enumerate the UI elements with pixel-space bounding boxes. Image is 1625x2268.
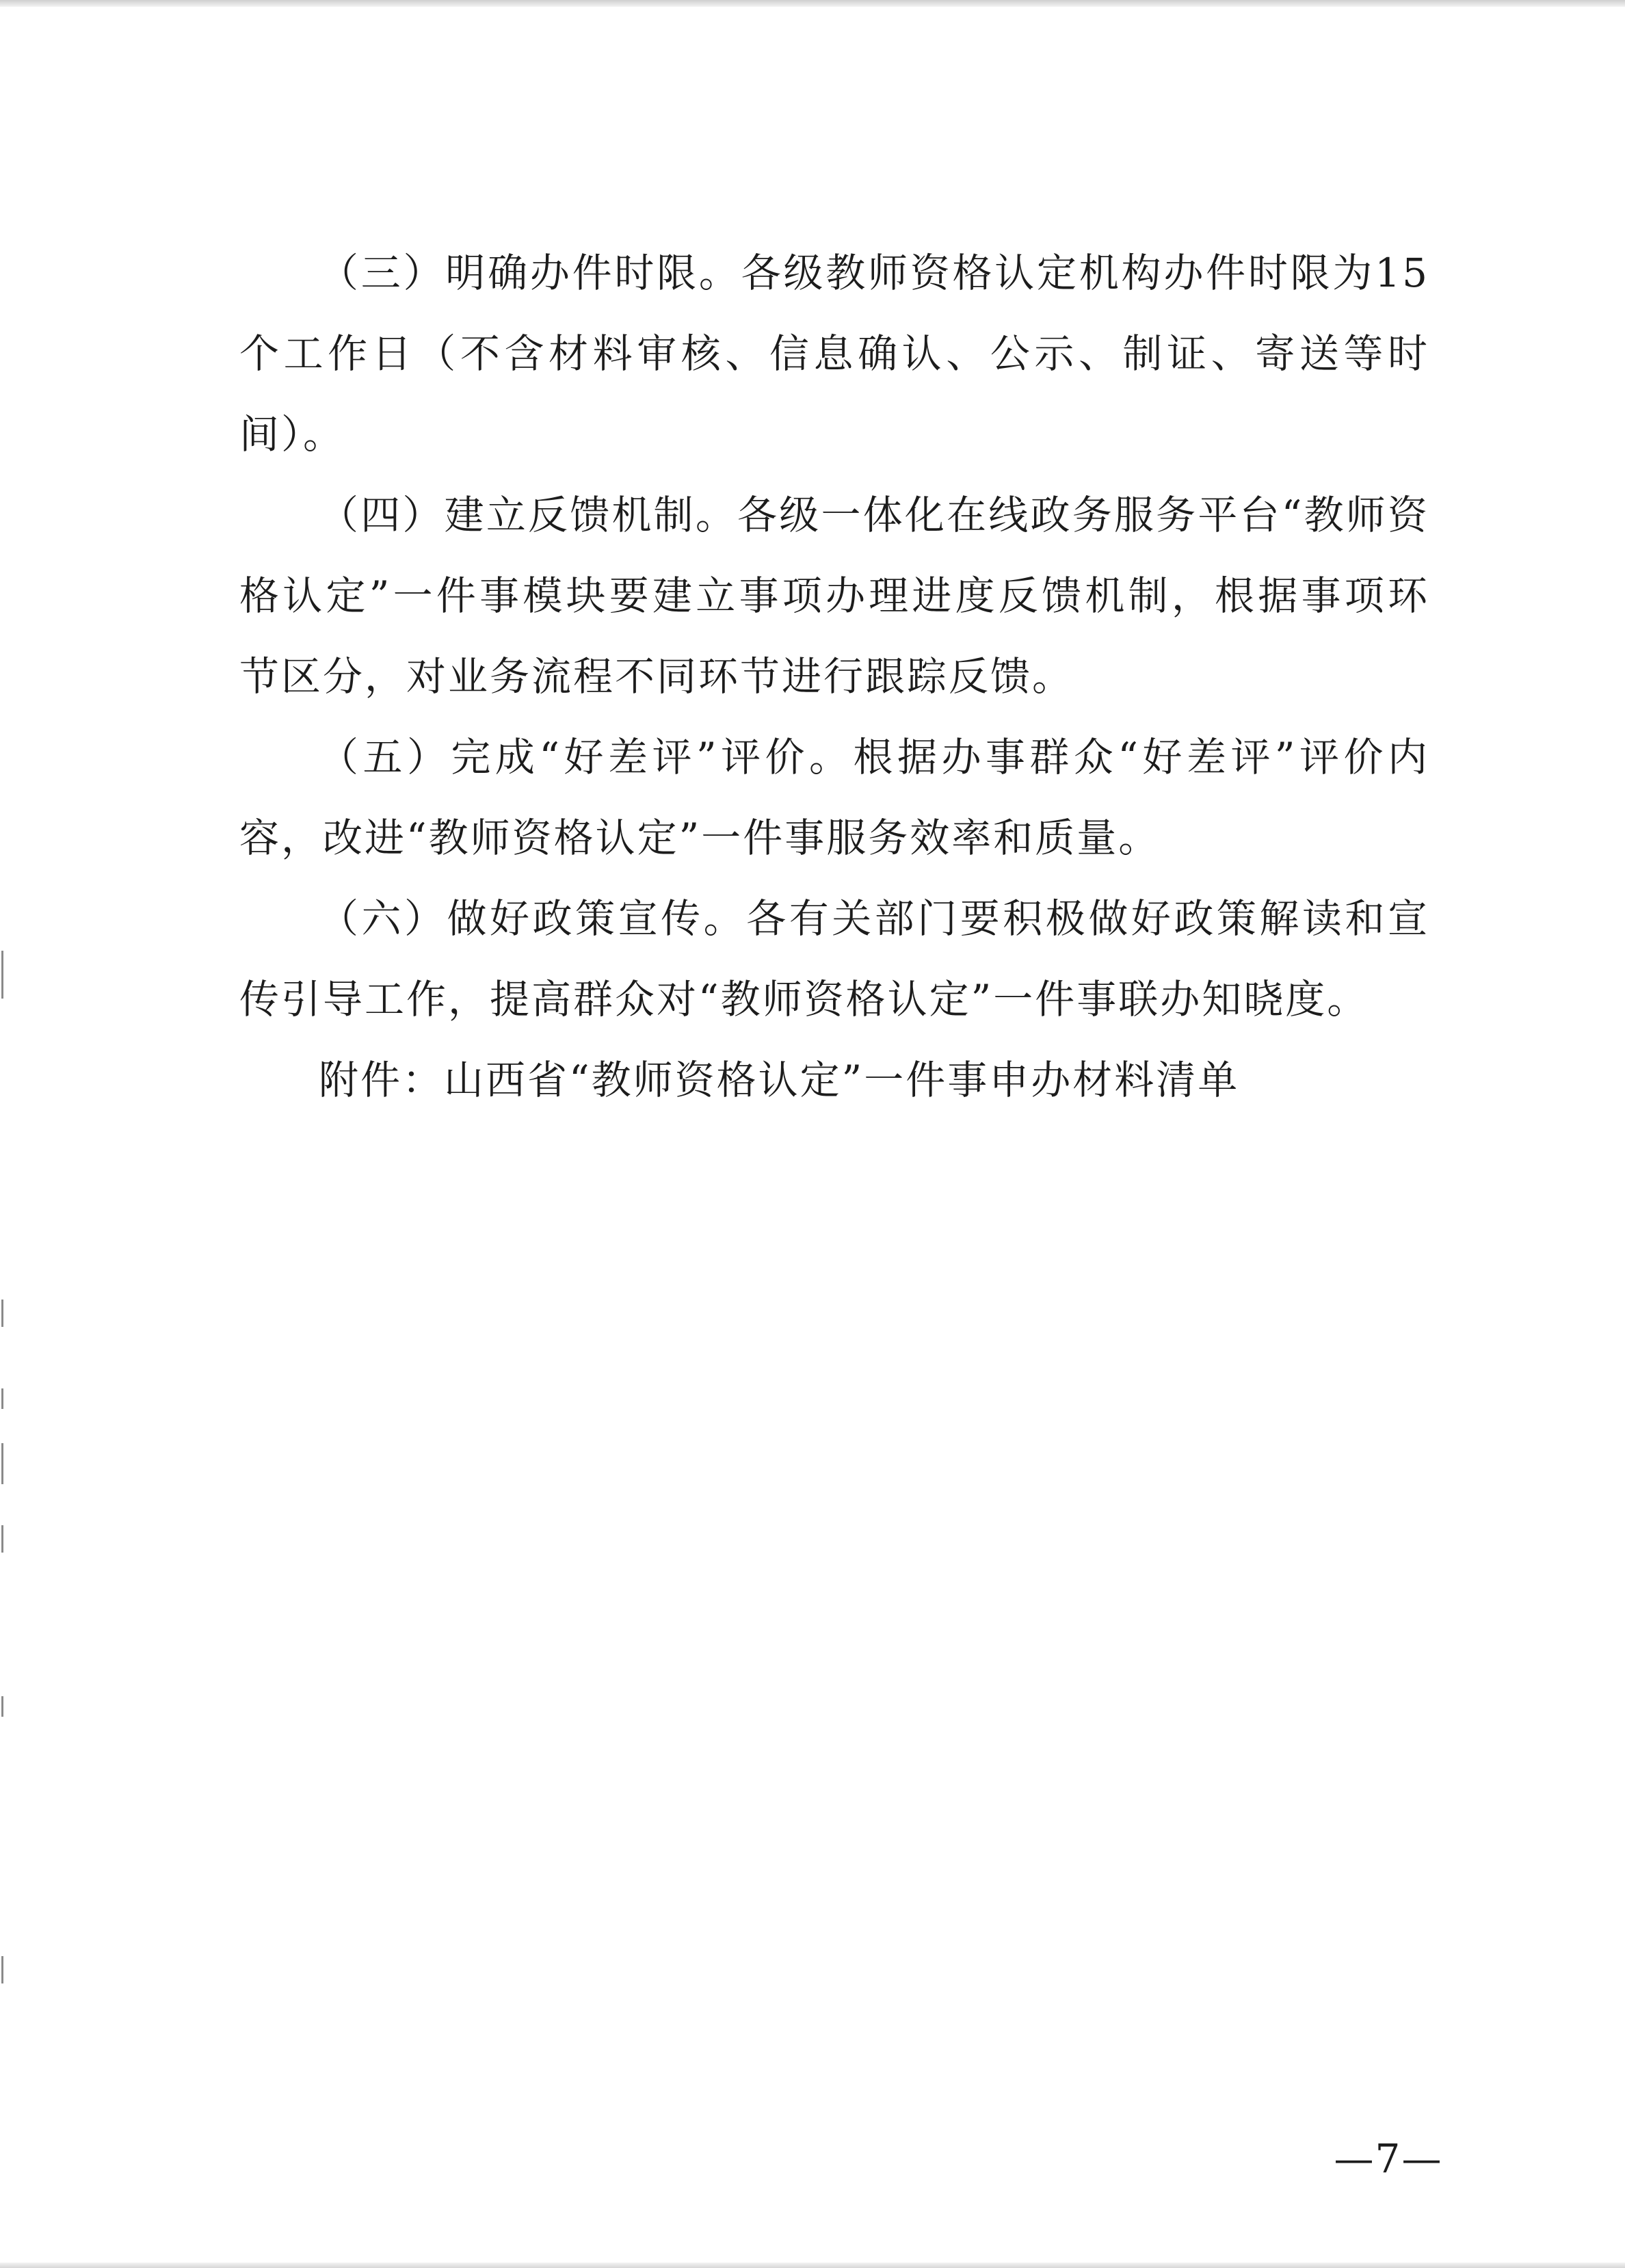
paragraph-policy-publicity: （六）做好政策宣传。各有关部门要积极做好政策解读和宣传引导工作，提高群众对“教师资格认定”一件事联办知晓度。 [239, 895, 1429, 1023]
scan-edge-mark [1, 1443, 3, 1484]
document-body [239, 233, 1429, 1120]
scan-edge-mark [1, 1696, 3, 1717]
scan-bottom-edge [0, 2263, 1625, 2268]
attachment-line: 附件：山西省“教师资格认定”一件事申办材料清单 [319, 1057, 1240, 1103]
paragraph-processing-time-limit: （三）明确办件时限。各级教师资格认定机构办件时限为15个工作日（不含材料审核、信息确认、公示、制证、寄送等时间）。 [239, 250, 1429, 458]
paragraph-good-bad-review: （五）完成“好差评”评价。根据办事群众“好差评”评价内容，改进“教师资格认定”一件事服务效率和质量。 [239, 734, 1429, 861]
scan-edge-mark [1, 951, 3, 999]
scan-edge-mark [1, 1525, 3, 1553]
paragraph-feedback-mechanism: （四）建立反馈机制。各级一体化在线政务服务平台“教师资格认定”一件事模块要建立事项办理进度反馈机制，根据事项环节区分，对业务流程不同环节进行跟踪反馈。 [239, 492, 1429, 700]
scan-edge-mark [1, 1388, 3, 1409]
scan-top-edge [0, 0, 1625, 7]
scan-edge-mark [1, 1300, 3, 1327]
scan-edge-mark [1, 1956, 3, 1983]
page-number: —7— [1334, 2135, 1443, 2182]
